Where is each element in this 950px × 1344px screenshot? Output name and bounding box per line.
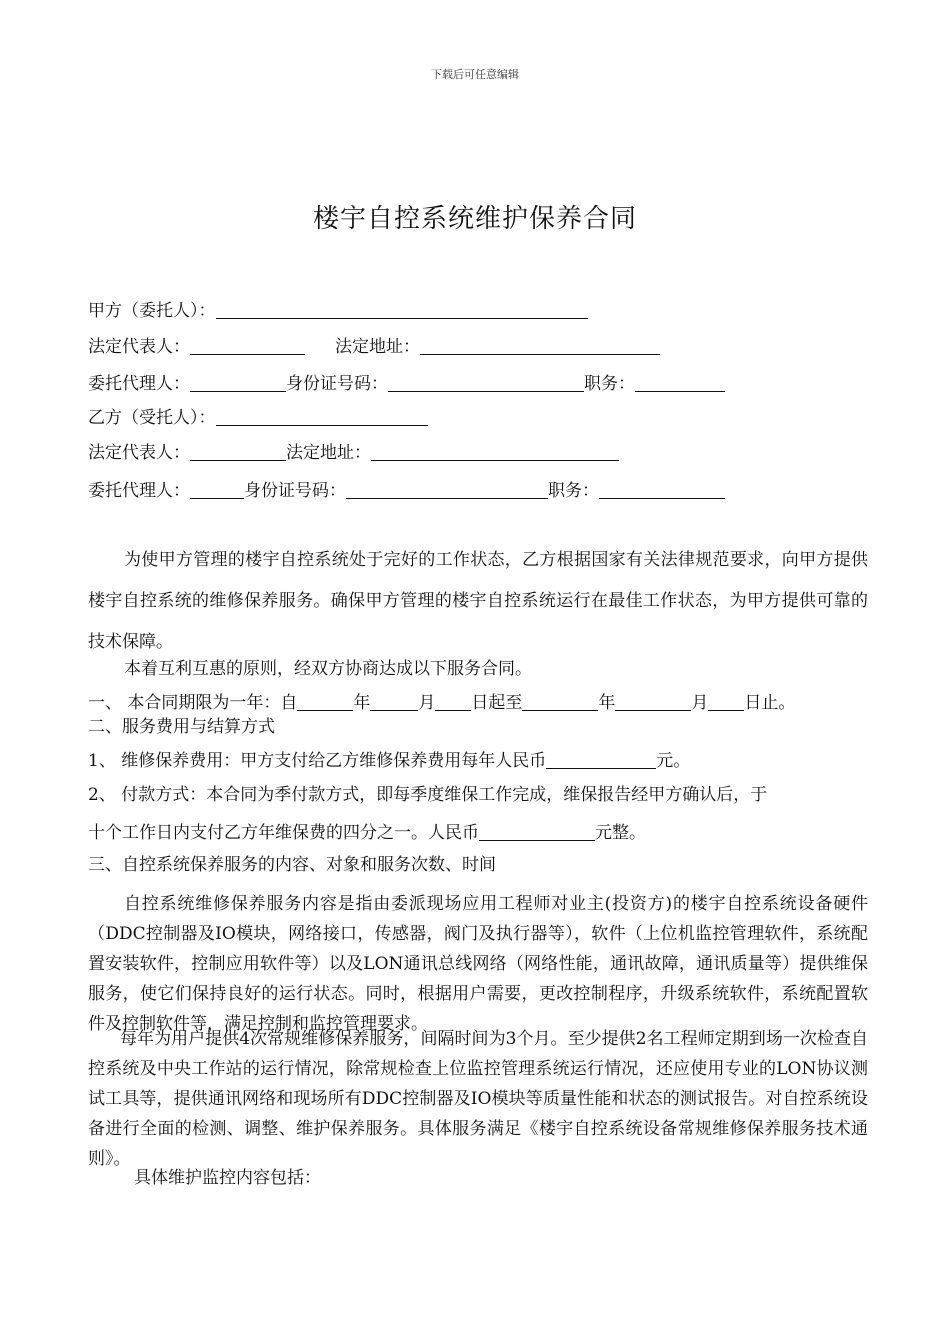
position2-blank[interactable] <box>599 480 725 499</box>
end-month-blank[interactable] <box>615 692 691 711</box>
end-day-blank[interactable] <box>708 692 744 711</box>
section-2-heading: 二、服务费用与结算方式 <box>88 717 275 737</box>
party-b-label: 乙方（受托人）： <box>88 408 216 428</box>
maintenance-list-intro: 具体维护监控内容包括： <box>134 1168 321 1188</box>
agent-blank[interactable] <box>190 373 286 392</box>
intro-paragraph: 为使甲方管理的楼宇自控系统处于完好的工作状态，乙方根据国家有关法律规范要求，向甲方提供楼宇自控系统的维修保养服务。确保甲方管理的楼宇自控系统运行在最佳工作状态，为甲方提供可靠的技术保障。 <box>88 550 868 652</box>
payment-label: 十个工作日内支付乙方年维保费的四分之一。人民币 <box>88 823 479 843</box>
party-b-line <box>88 403 428 428</box>
agent2-label: 委托代理人： <box>88 481 190 501</box>
agent-label: 委托代理人： <box>88 374 190 394</box>
fee-label: 1、 维修保养费用：甲方支付给乙方维修保养费用每年人民币 <box>88 751 547 771</box>
legal-rep-label: 法定代表人： <box>88 337 190 357</box>
party-a-rep-line <box>88 332 660 357</box>
section-2-item-2-cont <box>88 818 646 843</box>
party-b-agent-line <box>88 476 725 501</box>
id-label: 身份证号码： <box>286 374 388 394</box>
day-end-label: 日止。 <box>744 693 796 713</box>
document-title: 楼宇自控系统维护保养合同 <box>312 204 637 234</box>
year-label: 年 <box>353 693 371 713</box>
party-b-rep-line <box>88 438 619 463</box>
month-label: 月 <box>418 693 436 713</box>
legal-addr-blank[interactable] <box>420 336 660 355</box>
section-1-term <box>88 688 795 713</box>
end-year-blank[interactable] <box>522 692 598 711</box>
month2-label: 月 <box>691 693 709 713</box>
page-header: 下载后可任意编辑 <box>431 68 519 81</box>
payment-unit: 元整。 <box>595 823 646 843</box>
start-year-blank[interactable] <box>297 692 353 711</box>
principle-line: 本着互利互惠的原则，经双方协商达成以下服务合同。 <box>124 659 532 679</box>
legal-rep-blank[interactable] <box>190 336 305 355</box>
id-blank[interactable] <box>388 373 584 392</box>
year2-label: 年 <box>598 693 616 713</box>
id2-label: 身份证号码： <box>244 481 346 501</box>
party-a-label: 甲方（委托人）： <box>88 301 216 321</box>
legal-rep2-label: 法定代表人： <box>88 443 190 463</box>
position2-label: 职务： <box>548 481 599 501</box>
start-day-blank[interactable] <box>435 692 471 711</box>
section-3-paragraph-1: 自控系统维修保养服务内容是指由委派现场应用工程师对业主(投资方)的楼宇自控系统设备硬件（DDC控制器及IO模块，网络接口，传感器，阀门及执行器等），软件（上位机监控管理软件，系统配置安装软件，控制应用软件等）以及LON通讯总线网络（网络性能，通讯故障，通讯质量等）提供维保服务，使它们保持良好的运行状态。同时，根据用户需要，更改控制程序，升级系统软件，系统配置软件及控制软件等，满足控制和监控管理要求。 <box>88 894 868 1034</box>
payment-amount-blank[interactable] <box>479 822 595 841</box>
party-a-agent-line <box>88 369 725 394</box>
section-3-heading: 三、自控系统保养服务的内容、对象和服务次数、时间 <box>88 855 496 875</box>
start-month-blank[interactable] <box>370 692 418 711</box>
section-2-item-1 <box>88 746 690 771</box>
legal-addr-label: 法定地址： <box>335 337 420 357</box>
fee-amount-blank[interactable] <box>546 750 656 769</box>
agent2-blank[interactable] <box>190 480 244 499</box>
section-2-item-2: 2、 付款方式：本合同为季付款方式，即每季度维保工作完成，维保报告经甲方确认后，于 <box>88 785 768 805</box>
party-b-blank[interactable] <box>216 407 428 426</box>
legal-addr2-label: 法定地址： <box>286 443 371 463</box>
party-a-blank[interactable] <box>216 300 588 319</box>
party-a-line <box>88 296 588 321</box>
legal-addr2-blank[interactable] <box>371 442 619 461</box>
position-blank[interactable] <box>635 373 725 392</box>
legal-rep2-blank[interactable] <box>190 442 286 461</box>
section-3-paragraph-2: 每年为用户提供4次常规维修保养服务，间隔时间为3个月。至少提供2名工程师定期到场一次检查自控系统及中央工作站的运行情况，除常规检查上位监控管理系统运行情况，还应使用专业的LON协议测试工具等，提供通讯网络和现场所有DDC控制器及IO模块等质量性能和状态的测试报告。对自控系统设备进行全面的检测、调整、维护保养服务。具体服务满足《楼宇自控系统设备常规维修保养服务技术通则》。 <box>88 1029 868 1169</box>
id2-blank[interactable] <box>346 480 548 499</box>
fee-unit: 元。 <box>656 751 691 771</box>
position-label: 职务： <box>584 374 635 394</box>
term-prefix: 一、 本合同期限为一年：自 <box>88 693 298 713</box>
day-to-label: 日起至 <box>471 693 523 713</box>
